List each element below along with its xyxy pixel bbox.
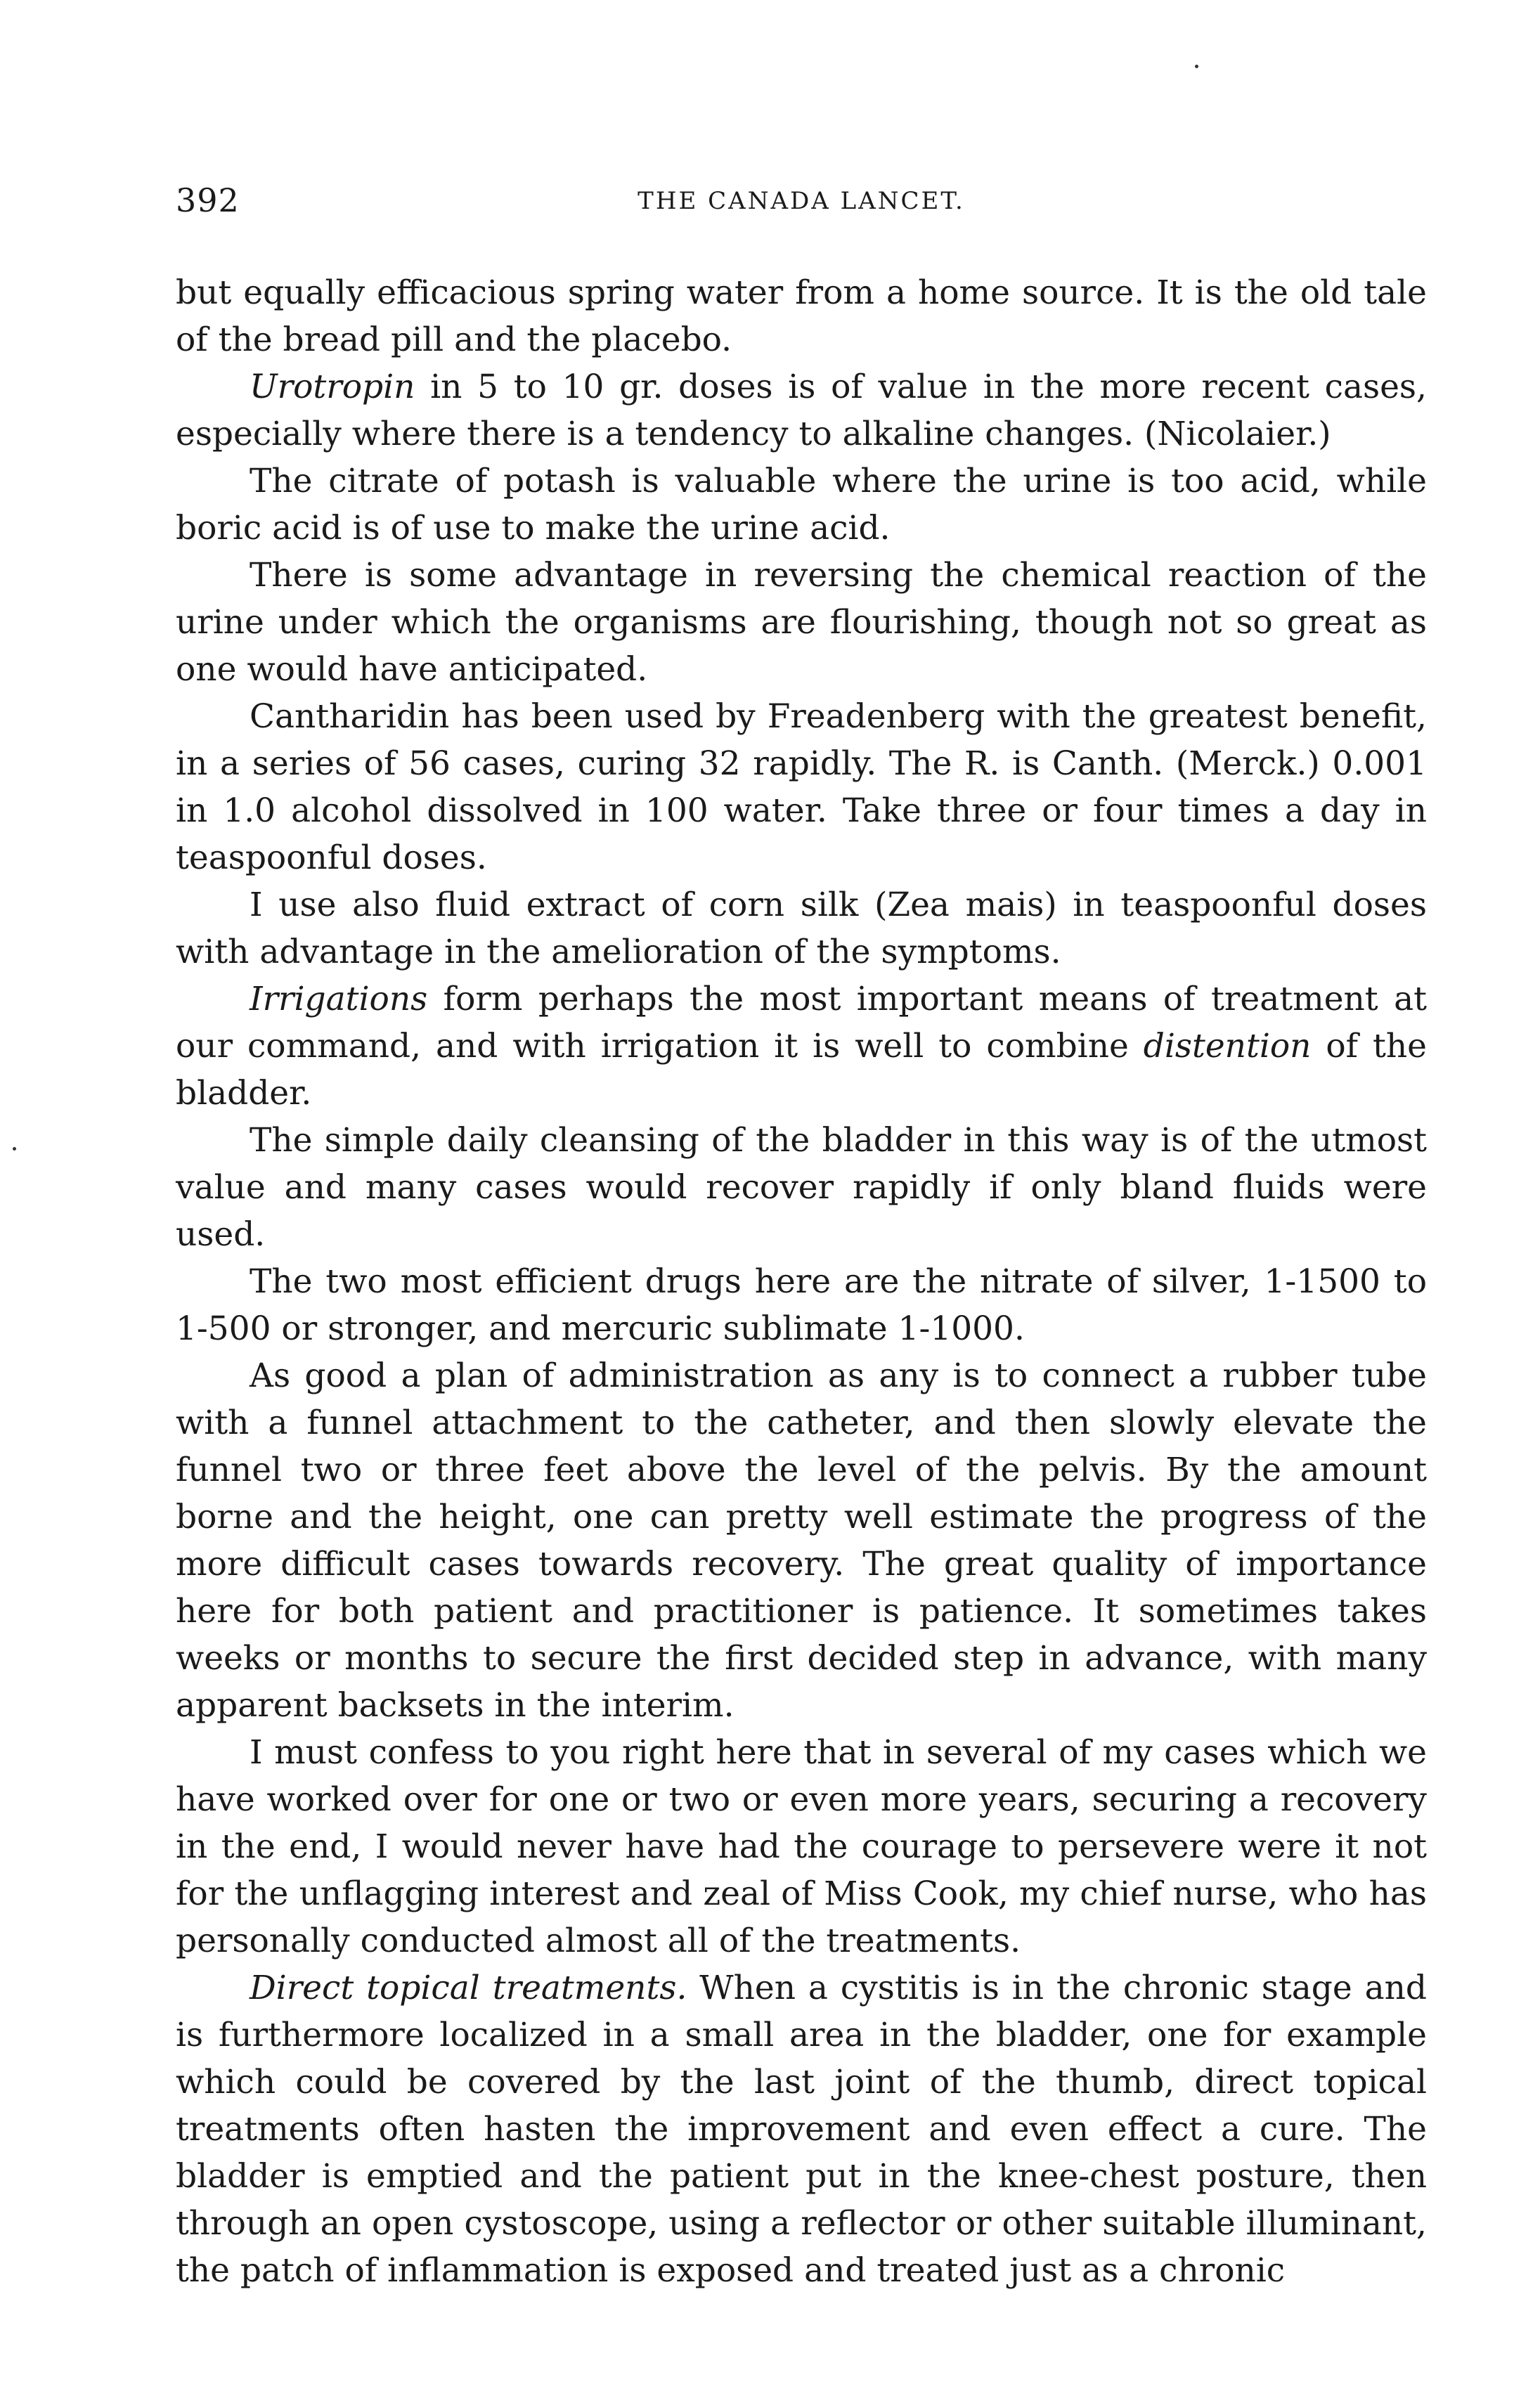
scan-speck xyxy=(1195,65,1198,68)
page-number: 392 xyxy=(176,181,240,219)
paragraph: Cantharidin has been used by Freadenberg with the greatest benefit, in a series of 56 cases, curing 32 rapidly. The R. is Canth. (Merck.) 0.001 in 1.0 alcohol dissolved in 100 water. Take three or four times a day in teaspoonful doses. xyxy=(176,697,1427,877)
paragraph: The two most efficient drugs here are the nitrate of silver, 1-1500 to 1-500 or stronger, and mercuric sublimate 1-1000. xyxy=(176,1262,1427,1348)
paragraph: but equally efficacious spring water from a home source. It is the old tale of the bread pill and the placebo. xyxy=(176,273,1427,359)
paragraph: Urotropin in 5 to 10 gr. doses is of value in the more recent cases, especially where there is a tendency to alkaline changes. (Nicolaier.) xyxy=(176,368,1427,453)
paragraph: I use also fluid extract of corn silk (Zea mais) in teaspoonful doses with advantage in the amelioration of the symptoms. xyxy=(176,886,1427,971)
paragraph: Irrigations form perhaps the most important means of treatment at our command, and with irrigation it is well to combine distention of the bladder. xyxy=(176,980,1427,1113)
paragraph: The simple daily cleansing of the bladder in this way is of the utmost value and many cases would recover rapidly if only bland fluids were used. xyxy=(176,1121,1427,1254)
paragraph: There is some advantage in reversing the chemical reaction of the urine under which the organisms are flourishing, though not so great as one would have anticipated. xyxy=(176,556,1427,689)
running-title: THE CANADA LANCET. xyxy=(638,187,965,215)
paragraph: As good a plan of administration as any is to connect a rubber tube with a funnel attachment to the catheter, and then slowly elevate the funnel two or three feet above the level of the pelvis. By the amount borne and the height, one can pretty well estimate the progress of the more difficult cases towards recovery. The great quality of importance here for both patient and practitioner is patience. It sometimes takes weeks or months to secure the first decided step in advance, with many apparent backsets in the interim. xyxy=(176,1356,1427,1725)
page-header xyxy=(176,179,1427,228)
paragraph: The citrate of potash is valuable where the urine is too acid, while boric acid is of use to make the urine acid. xyxy=(176,462,1427,548)
paragraph: Direct topical treatments. When a cystitis is in the chronic stage and is furthermore localized in a small area in the bladder, one for example which could be covered by the last joint of the thumb, direct topical treatments often hasten the improvement and even effect a cure. The bladder is emptied and the patient put in the knee-chest posture, then through an open cystoscope, using a reflector or other suitable illuminant, the patch of inflammation is exposed and treated just as a chronic xyxy=(176,1969,1427,2290)
paragraph: I must confess to you right here that in several of my cases which we have worked over for one or two or even more years, securing a recovery in the end, I would never have had the courage to persevere were it not for the unflagging interest and zeal of Miss Cook, my chief nurse, who has personally conducted almost all of the treatments. xyxy=(176,1733,1427,1960)
page xyxy=(176,179,1427,2294)
body-text xyxy=(176,269,1427,2294)
scan-speck xyxy=(13,1147,16,1151)
